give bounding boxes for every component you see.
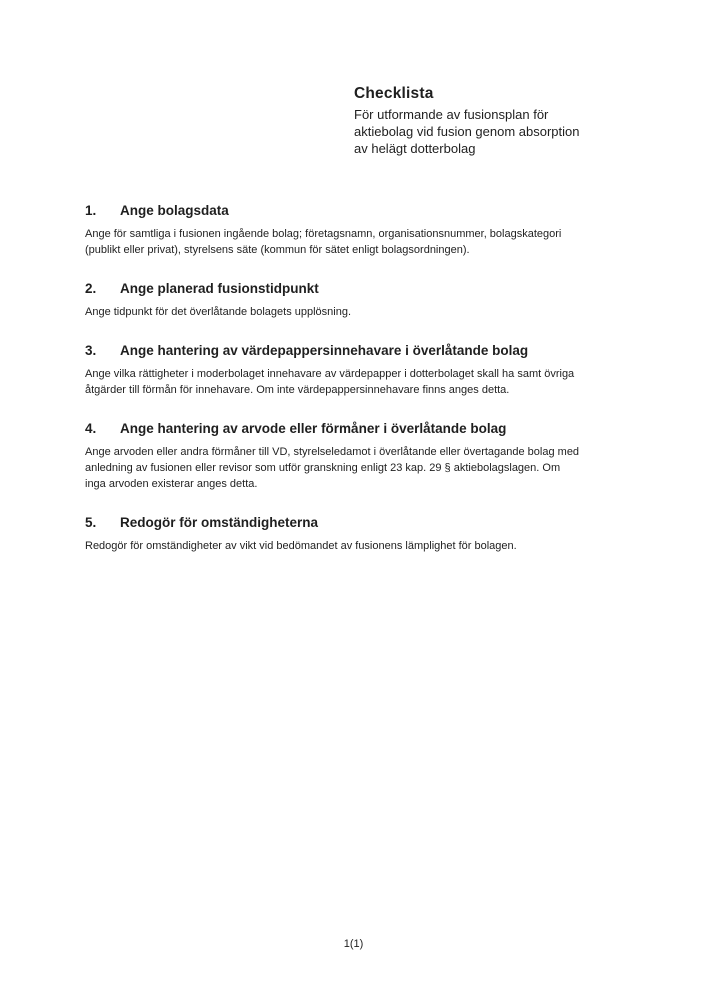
section-4-body	[85, 444, 637, 492]
section-3-heading	[85, 342, 637, 360]
section-5	[85, 514, 637, 554]
section-title: Ange hantering av arvode eller förmåner i överlåtande bolag	[120, 421, 507, 436]
section-title: Ange hantering av värdepappersinnehavare i överlåtande bolag	[120, 343, 529, 358]
section-4	[85, 420, 637, 492]
section-1	[85, 202, 637, 258]
body-line: Ange vilka rättigheter i moderbolaget innehavare av värdepapper i dotterbolaget skall ha samt övriga	[85, 368, 575, 380]
section-number: 3.	[85, 343, 97, 358]
body-line: Ange för samtliga i fusionen ingående bolag; företagsnamn, organisationsnummer, bolagskategori	[85, 228, 562, 240]
section-title: Ange bolagsdata	[120, 203, 229, 218]
section-title: Redogör för omständigheterna	[120, 515, 319, 530]
document-subtitle-line: aktiebolag vid fusion genom absorption	[354, 124, 580, 139]
section-number: 1.	[85, 203, 97, 218]
title-block	[354, 84, 579, 157]
body-line: Ange tidpunkt för det överlåtande bolagets upplösning.	[85, 306, 352, 318]
checklist-sections	[85, 202, 637, 576]
section-2	[85, 280, 637, 320]
section-5-body	[85, 538, 637, 554]
section-number: 2.	[85, 281, 97, 296]
page-number: 1(1)	[343, 938, 364, 950]
section-2-body	[85, 304, 637, 320]
section-5-heading	[85, 514, 637, 532]
section-3-body	[85, 366, 637, 398]
section-4-heading	[85, 420, 637, 438]
body-line: åtgärder till förmån för innehavare. Om inte värdepappersinnehavare finns anges detta.	[85, 384, 510, 396]
section-3	[85, 342, 637, 398]
section-1-body	[85, 226, 637, 258]
document-title: Checklista	[354, 85, 434, 102]
section-1-heading	[85, 202, 637, 220]
body-line: anledning av fusionen eller revisor som utför granskning enligt 23 kap. 29 § aktiebolagslagen. Om	[85, 462, 561, 474]
body-line: Redogör för omständigheter av vikt vid bedömandet av fusionens lämplighet för bolagen.	[85, 540, 517, 552]
section-number: 4.	[85, 421, 97, 436]
section-2-heading	[85, 280, 637, 298]
section-number: 5.	[85, 515, 97, 530]
document-subtitle-line: För utformande av fusionsplan för	[354, 107, 549, 122]
document-subtitle-line: av helägt dotterbolag	[354, 141, 476, 156]
body-line: (publikt eller privat), styrelsens säte (kommun för sätet enligt bolagsordningen).	[85, 244, 470, 256]
section-title: Ange planerad fusionstidpunkt	[120, 281, 319, 296]
body-line: Ange arvoden eller andra förmåner till VD, styrelseledamot i överlåtande eller övertagande bolag med	[85, 446, 580, 458]
body-line: inga arvoden existerar anges detta.	[85, 478, 258, 490]
